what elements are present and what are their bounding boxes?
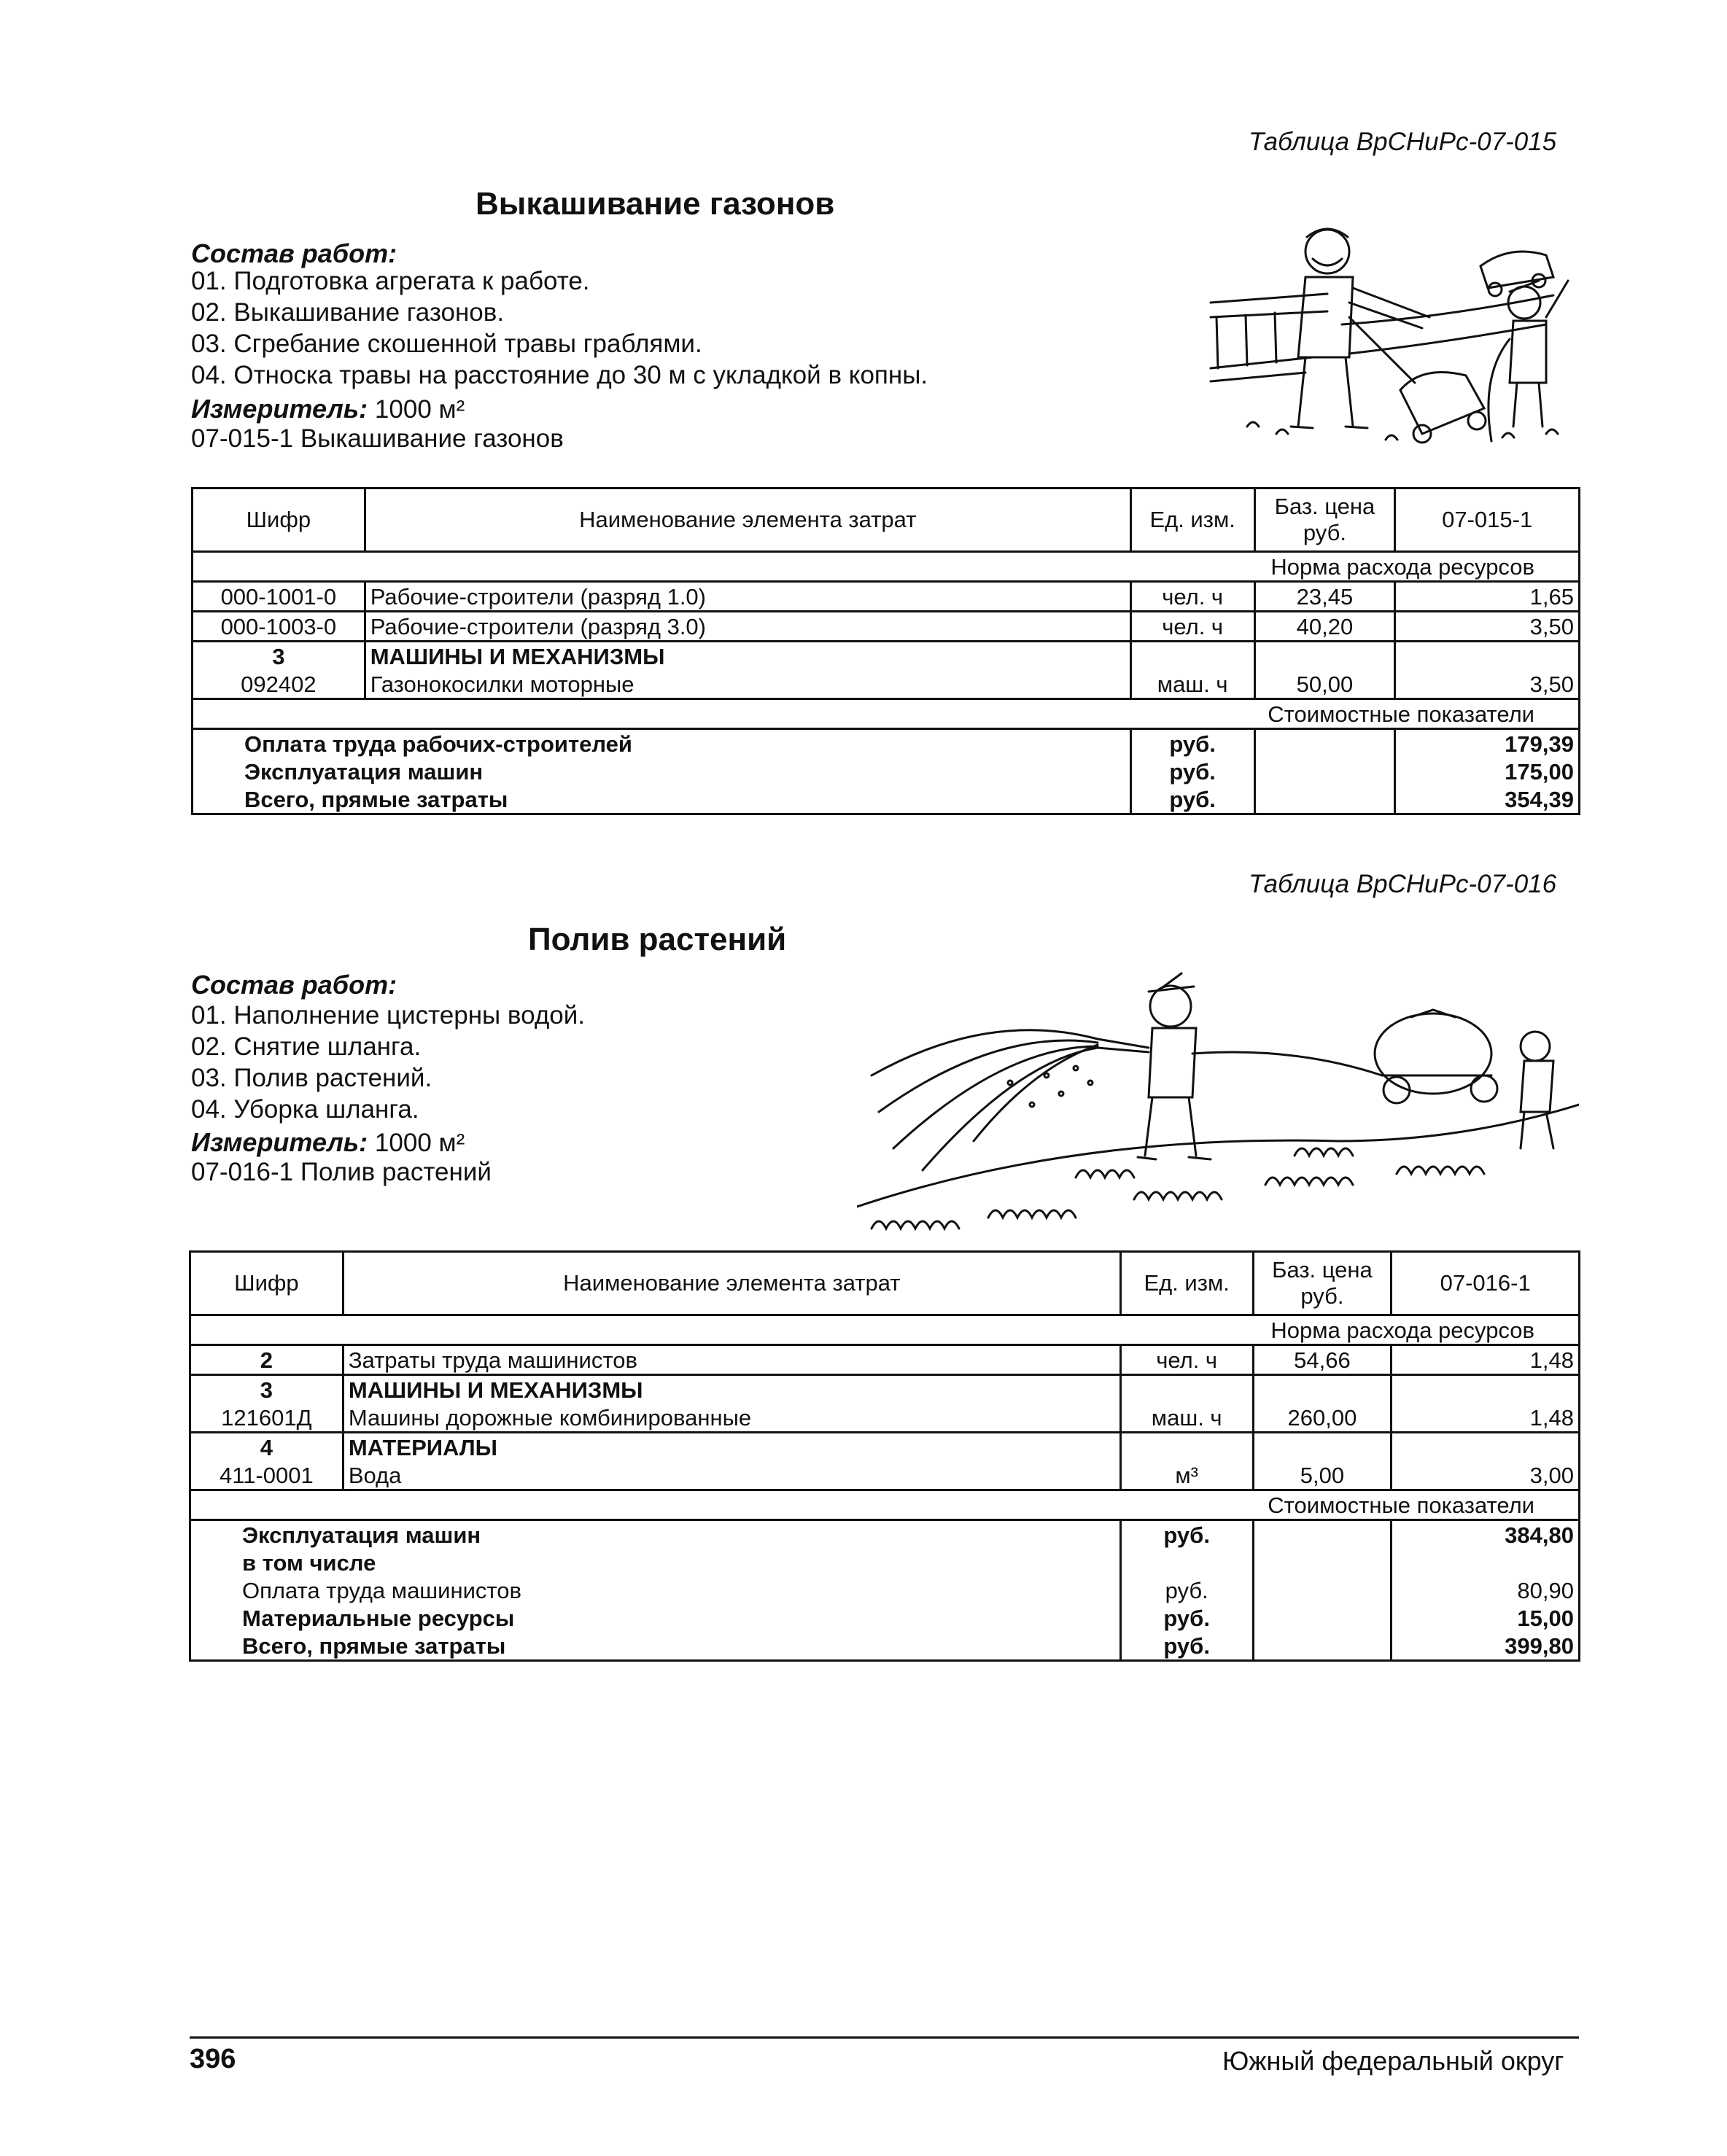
total-empty [1253,1549,1392,1576]
table-caption-07-016: Таблица ВрСНиРс-07-016 [1249,870,1557,898]
total-value [1392,1549,1580,1576]
cell-name: Вода [343,1461,1120,1490]
section-row-norm: Норма расхода ресурсов [190,1315,1580,1345]
total-row [193,785,1580,814]
cell-norm: 3,50 [1395,612,1580,642]
header-unit: Ед. изм. [1130,489,1254,552]
cell-price: 54,66 [1253,1345,1392,1375]
page-number: 396 [190,2044,236,2074]
total-unit: руб. [1130,758,1254,785]
total-empty [1254,729,1395,758]
cell-group-name: МАШИНЫ И МЕХАНИЗМЫ [343,1375,1120,1404]
section-row-cost: Стоимостные показатели [190,1490,1580,1520]
cell-norm: 1,65 [1395,582,1580,612]
total-unit: руб. [1120,1576,1253,1604]
cell-code: 000-1003-0 [193,612,365,642]
total-unit [1120,1549,1253,1576]
cell-unit [1130,642,1254,671]
cost-table-07-015 [191,487,1580,815]
cell-group-name: МАШИНЫ И МЕХАНИЗМЫ [365,642,1130,671]
total-value: 80,90 [1392,1576,1580,1604]
table-row [190,1345,1580,1375]
cell-unit [1120,1433,1253,1462]
work-step: 03. Полив растений. [191,1064,432,1092]
table-row [190,1404,1580,1433]
total-empty [1253,1576,1392,1604]
total-label: Оплата труда машинистов [190,1576,1121,1604]
cell-name: Затраты труда машинистов [343,1345,1120,1375]
header-unit: Ед. изм. [1120,1252,1253,1315]
cell-code: 092402 [193,670,365,699]
total-value: 175,00 [1395,758,1580,785]
header-name: Наименование элемента затрат [365,489,1130,552]
header-norm-code: 07-015-1 [1395,489,1580,552]
section-title-watering: Полив растений [528,922,787,957]
cell-price: 40,20 [1254,612,1395,642]
cell-unit: чел. ч [1130,612,1254,642]
cell-norm: 3,50 [1395,670,1580,699]
table-row [193,582,1580,612]
mowing-workers-illustration [1203,208,1575,448]
cell-price: 5,00 [1253,1461,1392,1490]
total-unit: руб. [1120,1520,1253,1549]
total-unit: руб. [1120,1632,1253,1661]
cell-name: Газонокосилки моторные [365,670,1130,699]
cell-unit: м³ [1120,1461,1253,1490]
cell-unit: маш. ч [1120,1404,1253,1433]
header-norm-code: 07-016-1 [1392,1252,1580,1315]
cell-name: Рабочие-строители (разряд 1.0) [365,582,1130,612]
work-composition-label: Состав работ: [191,970,397,1000]
total-empty [1253,1632,1392,1661]
section-row-norm: Норма расхода ресурсов [193,552,1580,582]
total-unit: руб. [1130,785,1254,814]
cell-code: 3 [193,642,365,671]
total-value: 179,39 [1395,729,1580,758]
total-value: 15,00 [1392,1604,1580,1632]
total-empty [1254,758,1395,785]
table-caption-07-015: Таблица ВрСНиРс-07-015 [1249,128,1557,156]
cell-norm [1392,1375,1580,1404]
total-row [190,1549,1580,1576]
cell-price [1253,1433,1392,1462]
total-unit: руб. [1120,1604,1253,1632]
cost-table-07-016 [189,1250,1580,1662]
measure-label: Измеритель: [191,394,368,424]
total-row [190,1604,1580,1632]
measure-value: 1000 м² [374,395,465,424]
total-row [190,1576,1580,1604]
cell-price: 260,00 [1253,1404,1392,1433]
footer-region: Южный федеральный округ [1222,2046,1564,2076]
header-base-price: Баз. цена руб. [1253,1252,1392,1315]
table-row [190,1461,1580,1490]
work-step: 02. Снятие шланга. [191,1032,422,1061]
total-empty [1254,785,1395,814]
cell-group-name: МАТЕРИАЛЫ [343,1433,1120,1462]
measure-line [191,1127,465,1158]
total-label: Всего, прямые затраты [190,1632,1121,1661]
cell-name: Машины дорожные комбинированные [343,1404,1120,1433]
cell-norm: 3,00 [1392,1461,1580,1490]
work-step: 04. Уборка шланга. [191,1095,419,1124]
table-row [190,1433,1580,1462]
total-empty [1253,1520,1392,1549]
cell-norm [1395,642,1580,671]
cell-code: 3 [190,1375,344,1404]
header-code: Шифр [193,489,365,552]
cell-unit [1120,1375,1253,1404]
cell-norm: 1,48 [1392,1404,1580,1433]
total-empty [1253,1604,1392,1632]
work-step: 01. Подготовка агрегата к работе. [191,267,590,295]
header-base-price: Баз. цена руб. [1254,489,1395,552]
cell-code: 4 [190,1433,344,1462]
measure-label: Измеритель: [191,1127,368,1157]
work-step: 04. Относка травы на расстояние до 30 м с укладкой в копны. [191,361,928,389]
measure-line [191,394,465,424]
footer-rule [190,2036,1579,2039]
cell-code: 000-1001-0 [193,582,365,612]
work-step: 03. Сгребание скошенной травы граблями. [191,330,702,358]
watering-plants-illustration [857,966,1579,1236]
work-step: 02. Выкашивание газонов. [191,298,505,327]
cell-price [1253,1375,1392,1404]
total-row [193,758,1580,785]
work-composition-label: Состав работ: [191,238,397,268]
total-row [190,1632,1580,1661]
work-step: 01. Наполнение цистерны водой. [191,1001,585,1030]
total-label: в том числе [190,1549,1121,1576]
code-line: 07-016-1 Полив растений [191,1158,492,1186]
cell-name: Рабочие-строители (разряд 3.0) [365,612,1130,642]
table-row [190,1375,1580,1404]
total-value: 399,80 [1392,1632,1580,1661]
cell-norm [1392,1433,1580,1462]
section-row-cost: Стоимостные показатели [193,699,1580,729]
table-row [193,642,1580,671]
total-row [190,1520,1580,1549]
total-unit: руб. [1130,729,1254,758]
cell-unit: чел. ч [1130,582,1254,612]
total-value: 354,39 [1395,785,1580,814]
cell-code: 121601Д [190,1404,344,1433]
cell-code: 411-0001 [190,1461,344,1490]
total-label: Материальные ресурсы [190,1604,1121,1632]
table-row [193,612,1580,642]
measure-value: 1000 м² [374,1129,465,1157]
cell-code: 2 [190,1345,344,1375]
total-label: Эксплуатация машин [190,1520,1121,1549]
cell-norm: 1,48 [1392,1345,1580,1375]
code-line: 07-015-1 Выкашивание газонов [191,424,564,453]
total-label: Всего, прямые затраты [193,785,1131,814]
cell-unit: чел. ч [1120,1345,1253,1375]
cell-price: 23,45 [1254,582,1395,612]
total-label: Оплата труда рабочих-строителей [193,729,1131,758]
table-row [193,670,1580,699]
cell-unit: маш. ч [1130,670,1254,699]
total-value: 384,80 [1392,1520,1580,1549]
section-title-mowing: Выкашивание газонов [476,186,835,222]
cell-price [1254,642,1395,671]
total-label: Эксплуатация машин [193,758,1131,785]
total-row [193,729,1580,758]
header-code: Шифр [190,1252,344,1315]
cell-price: 50,00 [1254,670,1395,699]
header-name: Наименование элемента затрат [343,1252,1120,1315]
